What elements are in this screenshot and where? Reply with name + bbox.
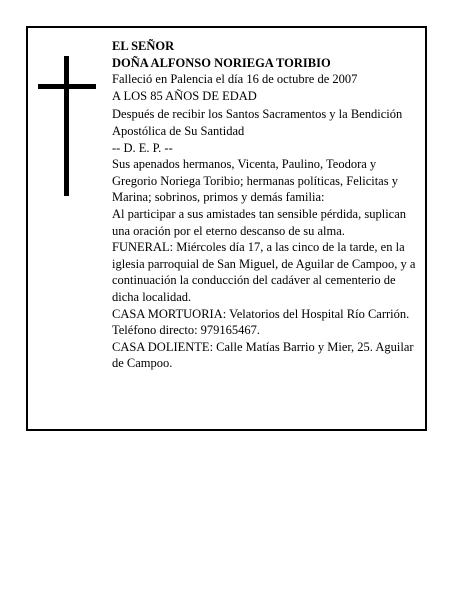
death-line: Falleció en Palencia el día 16 de octubre de 2007	[112, 72, 358, 87]
rip-line: -- D. E. P. --	[112, 140, 173, 155]
family-text: Sus apenados hermanos, Vicenta, Paulino, Teodora y Gregorio Noriega Toribio; hermanas políticas, Felicitas y Marina; sobrinos, primos y demás familia:	[112, 157, 398, 205]
mourning-house-text: CASA DOLIENTE: Calle Matías Barrio y Mier, 25. Aguilar de Campoo.	[112, 339, 414, 371]
obituary-text	[112, 38, 422, 372]
mortuary-text: CASA MORTUORIA: Velatorios del Hospital Río Carrión. Teléfono directo: 979165467.	[112, 306, 410, 338]
cross-horizontal-bar	[38, 84, 96, 89]
age-line: A LOS 85 AÑOS DE EDAD	[112, 88, 257, 103]
sacraments-text: Después de recibir los Santos Sacramentos y la Bendición Apostólica de Su Santidad	[112, 107, 403, 138]
cross-vertical-bar	[64, 56, 69, 196]
request-text: Al participar a sus amistades tan sensible pérdida, suplican una oración por el eterno descanso de su alma.	[112, 206, 407, 238]
notice-title: EL SEÑOR	[112, 39, 175, 53]
funeral-text: FUNERAL: Miércoles día 17, a las cinco de la tarde, en la iglesia parroquial de San Miguel, de Aguilar de Campoo, y a continuación la conducción del cadáver al cementerio de dicha localidad.	[112, 240, 416, 304]
deceased-name: DOÑA ALFONSO NORIEGA TORIBIO	[112, 55, 331, 70]
